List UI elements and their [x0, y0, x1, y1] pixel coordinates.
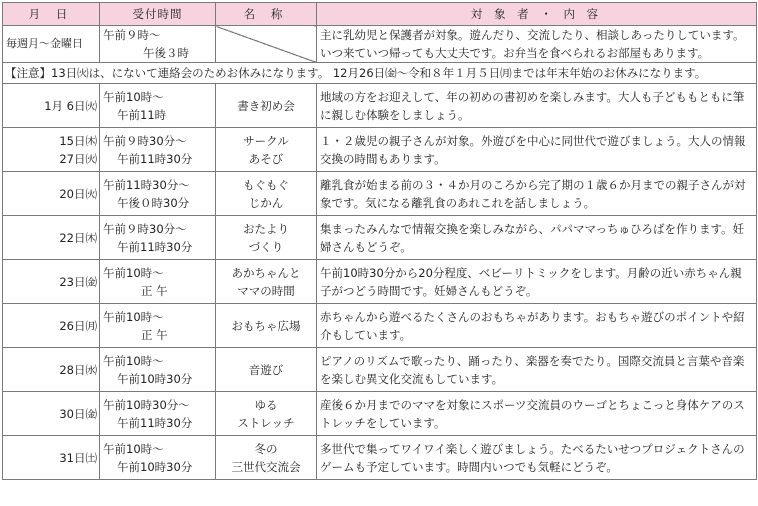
time-start: 午前９時～ — [103, 28, 161, 42]
time-start: 午前10時～ — [103, 89, 164, 104]
event-name — [216, 348, 317, 392]
time-start: 午前10時～ — [103, 441, 164, 456]
weekday-date: 毎週月～金曜日 — [3, 26, 100, 63]
event-row — [3, 260, 757, 304]
name-line: ストレッチ — [237, 415, 295, 430]
time-start: 午前10時30分～ — [103, 397, 190, 412]
event-time — [100, 84, 216, 128]
event-time — [100, 172, 216, 216]
time-start: 午前11時30分～ — [103, 177, 190, 192]
event-time — [100, 348, 216, 392]
weekday-time — [100, 26, 216, 63]
weekday-row — [3, 26, 757, 63]
event-time — [100, 436, 216, 480]
time-end: 正 午 — [141, 283, 168, 298]
date-line: 31日㈯ — [59, 450, 97, 465]
event-date — [3, 172, 100, 216]
name-line: あかちゃんと — [231, 265, 301, 280]
header-time: 受付時間 — [100, 3, 216, 26]
event-name — [216, 84, 317, 128]
event-content: １・２歳児の親子さんが対象。外遊びを中心に同世代で遊びましょう。大人の情報交換の時間もあります。 — [317, 128, 757, 172]
event-content: 産後６か月までのママを対象にスポーツ交流員のウーゴとちょこっと身体ケアのストレッチをしています。 — [317, 392, 757, 436]
event-name — [216, 260, 317, 304]
event-row — [3, 436, 757, 480]
event-content: 午前10時30分から20分程度、ベビーリトミックをします。月齢の近い赤ちゃん親子がつどう時間です。妊婦さんもどうぞ。 — [317, 260, 757, 304]
time-start: 午前10時～ — [103, 353, 164, 368]
time-start: 午前９時30分～ — [103, 133, 187, 148]
date-line: 15日㈭ — [59, 133, 97, 148]
name-line: もぐもぐ — [243, 177, 289, 192]
time-end: 午前11時30分 — [117, 239, 193, 254]
header-date: 月 日 — [3, 3, 100, 26]
event-content: ピアノのリズムで歌ったり、踊ったり、楽器を奏でたり。国際交流員と言葉や音楽を楽しむ異文化交流もしています。 — [317, 348, 757, 392]
date-line: 22日㈭ — [59, 230, 97, 245]
time-end: 午前10時30分 — [117, 371, 193, 386]
date-line: 23日㈮ — [59, 274, 97, 289]
time-end: 正 午 — [141, 327, 168, 342]
notice-text: 【注意】13日㈫は、にないて連絡会のためお休みになります。 12月26日㈮～令和８年１月５日㈪までは年末年始のお休みになります。 — [3, 63, 757, 84]
time-end: 午後０時30分 — [117, 195, 190, 210]
name-line: 書き初め会 — [237, 98, 295, 113]
event-time — [100, 392, 216, 436]
time-start: 午前10時～ — [103, 309, 164, 324]
event-row — [3, 84, 757, 128]
event-date — [3, 128, 100, 172]
header-content: 対 象 者 ・ 内 容 — [317, 3, 757, 26]
event-date — [3, 216, 100, 260]
event-date — [3, 436, 100, 480]
event-name — [216, 172, 317, 216]
event-date — [3, 84, 100, 128]
event-row — [3, 172, 757, 216]
header-name: 名 称 — [216, 3, 317, 26]
time-end: 午後３時 — [143, 46, 189, 60]
name-line: サークル — [243, 133, 289, 148]
event-row — [3, 348, 757, 392]
time-start: 午前10時～ — [103, 265, 164, 280]
name-line: おもちゃ広場 — [231, 318, 301, 333]
date-line: 26日㈪ — [59, 318, 97, 333]
event-row — [3, 128, 757, 172]
weekday-name-empty — [216, 26, 317, 63]
event-name — [216, 128, 317, 172]
name-line: おたより — [243, 221, 289, 236]
header-row — [3, 3, 757, 26]
name-line: じかん — [248, 195, 284, 210]
schedule-table — [2, 2, 757, 480]
event-content: 赤ちゃんから遊べるたくさんのおもちゃがあります。おもちゃ遊びのポイントや紹介もしています。 — [317, 304, 757, 348]
event-row — [3, 216, 757, 260]
event-date — [3, 304, 100, 348]
event-date — [3, 260, 100, 304]
event-time — [100, 304, 216, 348]
event-time — [100, 260, 216, 304]
date-line: 20日㈫ — [59, 186, 97, 201]
name-line: 三世代交流会 — [231, 459, 301, 474]
name-line: 音遊び — [248, 362, 284, 377]
name-line: 冬の — [254, 441, 278, 456]
weekday-content: 主に乳幼児と保護者が対象。遊んだり、交流したり、相談しあったりしています。いつ来ていつ帰っても大丈夫です。お弁当を食べられるお部屋もあります。 — [317, 26, 757, 63]
event-content: 離乳食が始まる前の３・４か月のころから完了期の１歳６か月までの親子さんが対象です。気になる離乳食のあれこれを話しましょう。 — [317, 172, 757, 216]
name-line: づくり — [248, 239, 284, 254]
event-row — [3, 304, 757, 348]
event-content: 集まったみんなで情報交換を楽しみながら、パパママっちゅひろばを作ります。妊婦さんもどうぞ。 — [317, 216, 757, 260]
event-time — [100, 216, 216, 260]
notice-row — [3, 63, 757, 84]
date-line: 28日㈬ — [59, 362, 97, 377]
event-date — [3, 348, 100, 392]
time-end: 午前11時 — [117, 107, 167, 122]
date-line: 30日㈮ — [59, 406, 97, 421]
date-line: 1月 6日㈫ — [44, 98, 97, 113]
name-line: あそび — [248, 151, 284, 166]
name-line: ゆる — [254, 397, 278, 412]
event-name — [216, 392, 317, 436]
time-start: 午前９時30分～ — [103, 221, 187, 236]
time-end: 午前11時30分 — [117, 415, 193, 430]
event-name — [216, 304, 317, 348]
event-content: 地域の方をお迎えして、年の初めの書初めを楽しみます。大人も子どももともに筆に親しむ体験をしましょう。 — [317, 84, 757, 128]
event-time — [100, 128, 216, 172]
date-line: 27日㈫ — [59, 151, 97, 166]
event-name — [216, 436, 317, 480]
name-line: ママの時間 — [237, 283, 295, 298]
time-end: 午前11時30分 — [117, 151, 193, 166]
time-end: 午前10時30分 — [117, 459, 193, 474]
event-row — [3, 392, 757, 436]
event-date — [3, 392, 100, 436]
event-content: 多世代で集ってワイワイ楽しく遊びましょう。たべるたいせつプロジェクトさんのゲームも予定しています。時間内いつでも気軽にどうぞ。 — [317, 436, 757, 480]
event-name — [216, 216, 317, 260]
